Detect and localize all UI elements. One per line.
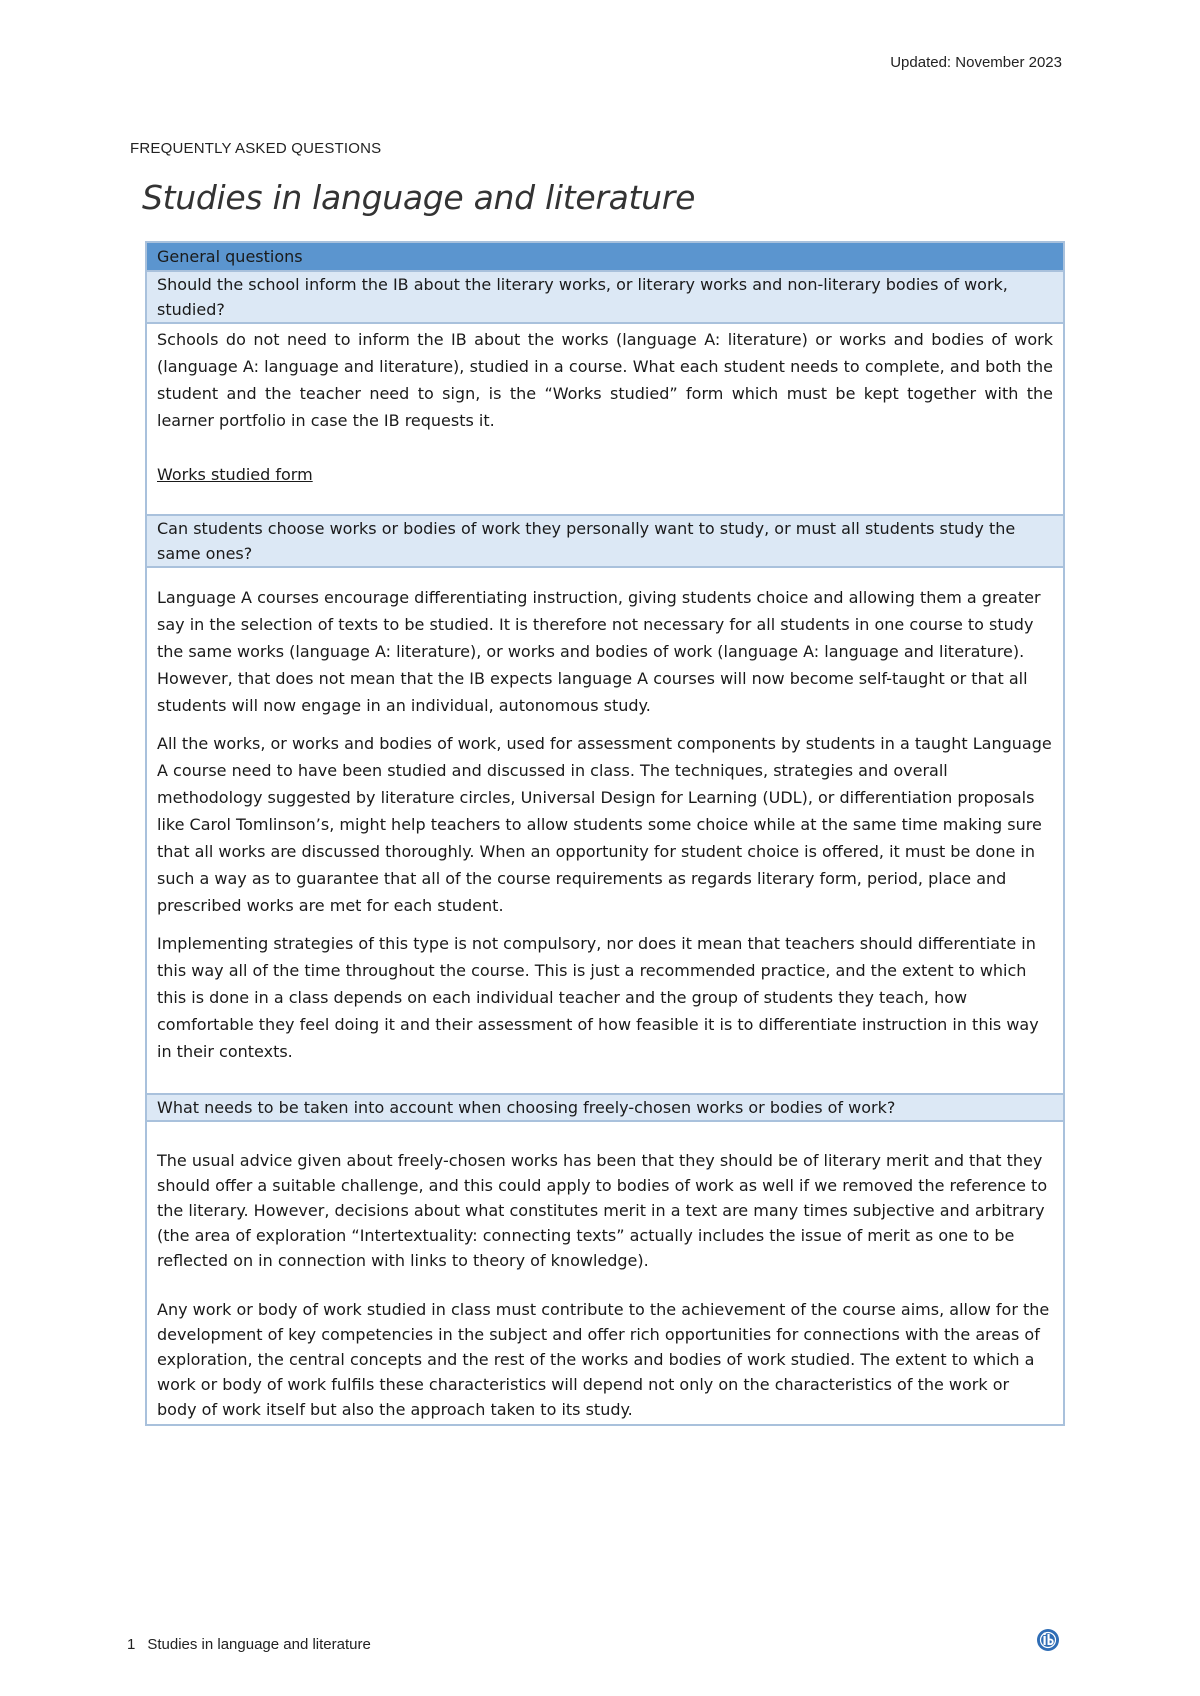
question-inform-ib: Should the school inform the IB about the literary works, or literary works and non-literary bodies of work, studied?	[147, 270, 1063, 324]
answer-paragraph: Schools do not need to inform the IB about the works (language A: literature) or works and bodies of work (language A: language and literature), studied in a course. What each student needs to complete, and both the student and the teacher need to sign, is the “Works studied” form which must be kept together with the learner portfolio in case the IB requests it.	[157, 330, 1053, 430]
question-student-choice: Can students choose works or bodies of work they personally want to study, or must all students study the same ones?	[147, 514, 1063, 568]
section-label: FREQUENTLY ASKED QUESTIONS	[130, 140, 382, 157]
answer-paragraph: Language A courses encourage differentiating instruction, giving students choice and allowing them a greater say in the selection of texts to be studied. It is therefore not necessary for all students in one course to study the same works (language A: literature), or works and bodies of work (language A: language and literature). However, that does not mean that the IB expects language A courses will now become self-taught or that all students will now engage in an individual, autonomous study.	[157, 588, 1041, 715]
ib-logo-icon	[1036, 1628, 1060, 1652]
works-studied-form-link[interactable]: Works studied form	[157, 465, 313, 484]
answer-student-choice	[147, 568, 1063, 1093]
answer-paragraph: Any work or body of work studied in class must contribute to the achievement of the course aims, allow for the development of key competencies in the subject and offer rich opportunities for connections with the areas of exploration, the central concepts and the rest of the works and bodies of work studied. The extent to which a work or body of work fulfils these characteristics will depend not only on the characteristics of the work or body of work itself but also the approach taken to its study.	[157, 1300, 1050, 1419]
page-number: 1	[127, 1636, 136, 1653]
page-title: Studies in language and literature	[142, 178, 696, 217]
answer-paragraph: The usual advice given about freely-chosen works has been that they should be of literary merit and that they should offer a suitable challenge, and this could apply to bodies of work as well if we removed the reference to the literary. However, decisions about what constitutes merit in a text are many times subjective and arbitrary (the area of exploration “Intertextuality: connecting texts” actually includes the issue of merit as one to be reflected on in connection with links to theory of knowledge).	[157, 1151, 1048, 1270]
page-footer	[127, 1636, 371, 1653]
faq-table	[145, 241, 1065, 1426]
answer-paragraph: Implementing strategies of this type is not compulsory, nor does it mean that teachers should differentiate in this way all of the time throughout the course. This is just a recommended practice, and the extent to which this is done in a class depends on each individual teacher and the group of students they teach, how comfortable they feel doing it and their assessment of how feasible it is to differentiate instruction in this way in their contexts.	[157, 934, 1039, 1061]
section-header-general: General questions	[147, 243, 1063, 270]
footer-doc-name: Studies in language and literature	[147, 1636, 371, 1653]
question-freely-chosen-works: What needs to be taken into account when choosing freely-chosen works or bodies of work?	[147, 1093, 1063, 1122]
updated-date: Updated: November 2023	[890, 54, 1062, 71]
answer-inform-ib	[147, 324, 1063, 514]
answer-paragraph: All the works, or works and bodies of work, used for assessment components by students in a taught Language A course need to have been studied and discussed in class. The techniques, strategies and overall methodology suggested by literature circles, Universal Design for Learning (UDL), or differentiation proposals like Carol Tomlinson’s, might help teachers to allow students some choice while at the same time making sure that all works are discussed thoroughly. When an opportunity for student choice is offered, it must be done in such a way as to guarantee that all of the course requirements as regards literary form, period, place and prescribed works are met for each student.	[157, 734, 1052, 915]
answer-freely-chosen-works	[147, 1122, 1063, 1424]
